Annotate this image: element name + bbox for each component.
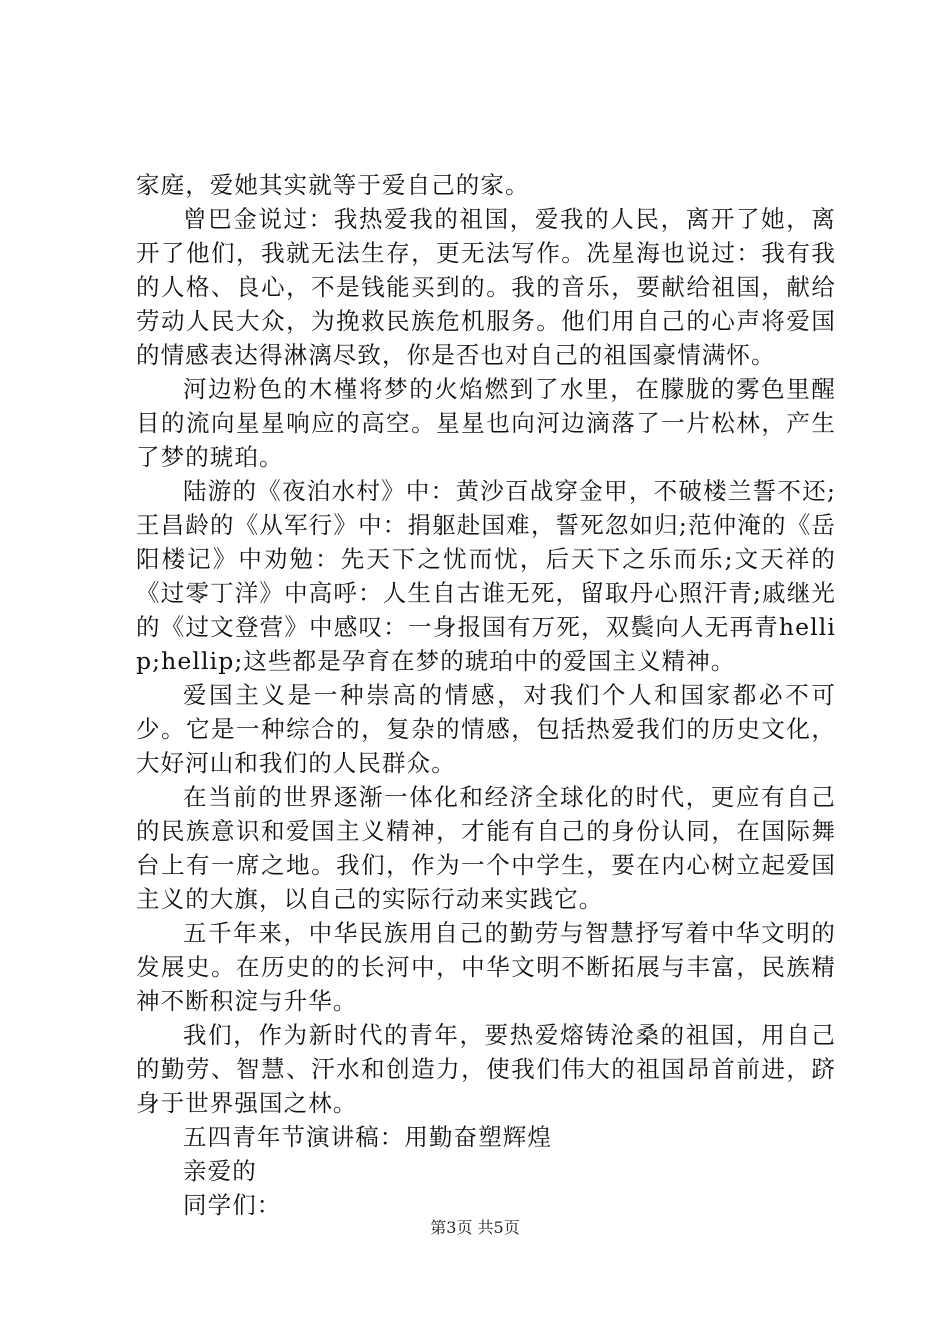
paragraph: 河边粉色的木槿将梦的火焰燃到了水里，在朦胧的雾色里醒目的流向星星响应的高空。星星也向河边滴落了一片松林，产生了梦的琥珀。 bbox=[136, 375, 836, 471]
document-body bbox=[136, 168, 836, 1222]
page-number-footer: 第3页 共5页 bbox=[430, 1218, 520, 1237]
salutation-line: 同学们： bbox=[183, 1191, 282, 1219]
paragraph: 我们，作为新时代的青年，要热爱熔铸沧桑的祖国，用自己的勤劳、智慧、汗水和创造力，使我们伟大的祖国昂首前进，跻身于世界强国之林。 bbox=[136, 1021, 836, 1117]
paragraph: 曾巴金说过：我热爱我的祖国，爱我的人民，离开了她，离开了他们，我就无法生存，更无法写作。冼星海也说过：我有我的人格、良心，不是钱能买到的。我的音乐，要献给祖国，献给劳动人民大众，为挽救民族危机服务。他们用自己的心声将爱国的情感表达得淋漓尽致，你是否也对自己的祖国豪情满怀。 bbox=[136, 205, 836, 369]
salutation-line: 亲爱的 bbox=[183, 1157, 257, 1185]
section-heading: 五四青年节演讲稿：用勤奋塑辉煌 bbox=[183, 1123, 552, 1151]
paragraph: 爱国主义是一种崇高的情感，对我们个人和国家都必不可少。它是一种综合的，复杂的情感，包括热爱我们的历史文化，大好河山和我们的人民群众。 bbox=[136, 681, 836, 777]
paragraph: 在当前的世界逐渐一体化和经济全球化的时代，更应有自己的民族意识和爱国主义精神，才能有自己的身份认同，在国际舞台上有一席之地。我们，作为一个中学生，要在内心树立起爱国主义的大旗，以自己的实际行动来实践它。 bbox=[136, 783, 836, 913]
paragraph: 陆游的《夜泊水村》中：黄沙百战穿金甲，不破楼兰誓不还;王昌龄的《从军行》中：捐躯赴国难，誓死忽如归;范仲淹的《岳阳楼记》中劝勉：先天下之忧而忧，后天下之乐而乐;文天祥的《过零丁洋》中高呼：人生自古谁无死，留取丹心照汗青;戚继光的《过文登营》中感叹：一身报国有万死，双鬓向人无再青hellip;hellip;这些都是孕育在梦的琥珀中的爱国主义精神。 bbox=[136, 477, 836, 675]
paragraph: 家庭，爱她其实就等于爱自己的家。 bbox=[136, 171, 530, 199]
paragraph: 五千年来，中华民族用自己的勤劳与智慧抒写着中华文明的发展史。在历史的的长河中，中华文明不断拓展与丰富，民族精神不断积淀与升华。 bbox=[136, 919, 836, 1015]
